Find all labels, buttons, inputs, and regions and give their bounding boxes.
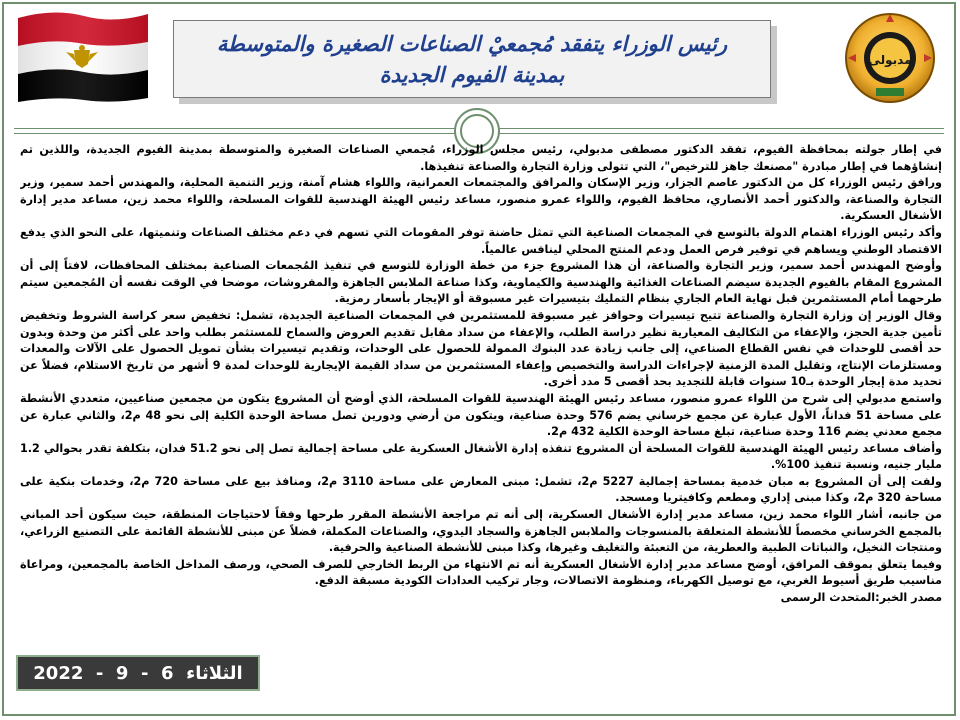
article-paragraph: وأكد رئيس الوزراء اهتمام الدولة بالتوسع في المجمعات الصناعية التي تمثل حاضنة توفر المقومات التي تسهم في دعم مختلف الصناعات وتنميتها، على النحو الذي يدفع الاقتصاد الوطني ويساهم في توفير فرص العمل ودعم المنتج المحلي لينافس عالمياً. bbox=[20, 225, 942, 256]
emblem-logo-icon bbox=[842, 8, 938, 108]
article-paragraph: ورافق رئيس الوزراء كل من الدكتور عاصم الجزار، وزير الإسكان والمرافق والمجتمعات العمرانية، واللواء هشام آمنة، وزير التنمية المحلية، والمهندس أحمد سمير، وزير التجارة والصناعة، والدكتور أحمد الأنصاري، محافظ الفيوم، واللواء عمرو منصور، مساعد رئيس الهيئة الهندسية للقوات المسلحة، واللواء محمد زين، مساعد مدير إدارة الأشغال العسكرية. bbox=[20, 176, 942, 223]
article-body bbox=[20, 142, 942, 710]
page-title: رئيس الوزراء يتفقد مُجمعيْ الصناعات الصغيرة والمتوسطة بمدينة الفيوم الجديدة bbox=[216, 31, 728, 87]
date-badge bbox=[16, 655, 260, 691]
article-paragraph: من جانبه، أشار اللواء محمد زين، مساعد مدير إدارة الأشغال العسكرية، إلى أنه تم مراجعة الأنشطة المقرر طرحها وفقاً لاحتياجات المنطقة، حيث سيكون أحد المباني بالمجمع الخرساني مخصصاً للأنشطة المتعلقة بالمنسوجات والملابس الجاهزة والسجاد اليدوي، والصناعات المكملة، فضلاً عن مبنى للأنشطة القائمة على التصنيع الزراعي، ومنتجات النخيل، والنباتات الطبية والعطرية، من التعبئة والتغليف وغيرها، وكذا مبنى للأنشطة الصناعية والحرفية. bbox=[20, 508, 942, 555]
article-paragraph: ولفت إلى أن المشروع به مبان خدمية بمساحة إجمالية 5227 م2، تشمل: مبنى المعارض على مساحة 3110 م2، ومنافذ بيع على مساحة 720 م2، وخدمات بنكية على مساحة 320 م2، وكذا مبنى إداري ومطعم وكافيتريا ومسجد. bbox=[20, 474, 942, 505]
date-text: الثلاثاء 6 - 9 - 2022 bbox=[33, 662, 243, 684]
article-paragraph: في إطار جولته بمحافظة الفيوم، تفقد الدكتور مصطفى مدبولي، رئيس مجلس الوزراء، مُجمعي الصناعات الصغيرة والمتوسطة بمدينة الفيوم الجديدة، واللذين تم إنشاؤهما في إطار مبادرة "مصنعك جاهز للترخيص"، التي تتولى وزارة التجارة والصناعة تنفيذها. bbox=[20, 143, 942, 173]
logo-text: مدبولى bbox=[868, 53, 912, 67]
egypt-flag-icon bbox=[14, 8, 150, 104]
article-paragraph: وأضاف مساعد رئيس الهيئة الهندسية للقوات المسلحة أن المشروع تنفذه إدارة الأشغال العسكرية على مساحة إجمالية تصل إلى نحو 51.2 فدان، بتكلفة تقدر بحوالي 1.2 مليار جنيه، ونسبة تنفيذ 100%. bbox=[20, 441, 942, 472]
article-paragraph: وفيما يتعلق بموقف المرافق، أوضح مساعد مدير إدارة الأشغال العسكرية أنه تم الانتهاء من الربط الخارجي للصرف الصحي، ورصف المداخل الخاصة بالمجمعين، ومراعاة مناسيب طريق أسيوط الغربي، مع توصيل الكهرباء، ومنظومة الاتصالات، وجار تركيب العدادات الكودية مسبقة الدفع. bbox=[20, 557, 942, 588]
article-paragraph: وقال الوزير إن وزارة التجارة والصناعة تتيح تيسيرات وحوافز غير مسبوقة للمستثمرين في المجمعات الصناعية الجديدة، تشمل: تخفيض سعر كراسة الشروط وتخفيض تأمين جدية الحجز، والإعفاء من التكاليف المعيارية نظير دراسة الطلب، والإعفاء من سداد مقابل تقديم العروض والسماح للمستثمر بطلب واحد على أكثر من وحدة وبدون حد أقصى للوحدات في نفس القطاع الصناعي، إلى جانب زيادة عدد البنوك الممولة للحصول على الوحدات، وتقديم تيسيرات بشأن تمويل الحصول على الآلات والمعدات ومستلزمات الإنتاج، وتقليل المدة الزمنية لإجراءات الدراسة والتخصيص وإعفاء المستثمرين من سداد القيمة الإيجارية للوحدات لمدة 9 أشهر من تاريخ الاستلام، فضلاً عن تحديد مدة إيجار الوحدة بـ10 سنوات قابلة للتجديد بحد أقصى 5 مدد أخرى. bbox=[20, 308, 942, 389]
title-box bbox=[173, 20, 771, 98]
article-source: مصدر الخبر:المتحدث الرسمى bbox=[780, 591, 942, 605]
article-paragraph: واستمع مدبولي إلى شرح من اللواء عمرو منصور، مساعد رئيس الهيئة الهندسية للقوات المسلحة، الذي أوضح أن المشروع يتكون من مجمعين صناعيين، متعددي الأنشطة على مساحة 51 فداناً، الأول عبارة عن مجمع خرساني يضم 576 وحدة صناعية، ويتكون من أرضي ودورين تصل مساحة الوحدة الكلية إلى نحو 48 م2، والثاني عبارة عن مجمع معدني يضم 116 وحدة صناعية، تبلغ مساحة الوحدة الكلية 432 م2. bbox=[20, 391, 942, 439]
article-paragraph: وأوضح المهندس أحمد سمير، وزير التجارة والصناعة، أن هذا المشروع جزء من خطة الوزارة للتوسع في تنفيذ المُجمعات الصناعية بمختلف المحافظات، لافتاً إلى أن المشروع المقام بالفيوم الجديدة سيضم الصناعات الغذائية والهندسية والكيماوية، وكذا صناعة الملابس الجاهزة والمفروشات، موضحا في الوقت نفسه أن المُجمعين سيتم طرحهما أمام المستثمرين قبل نهاية العام الجاري بنظام التمليك بتيسيرات غير مسبوقة أو الإيجار بأسعار رمزية. bbox=[20, 259, 942, 306]
